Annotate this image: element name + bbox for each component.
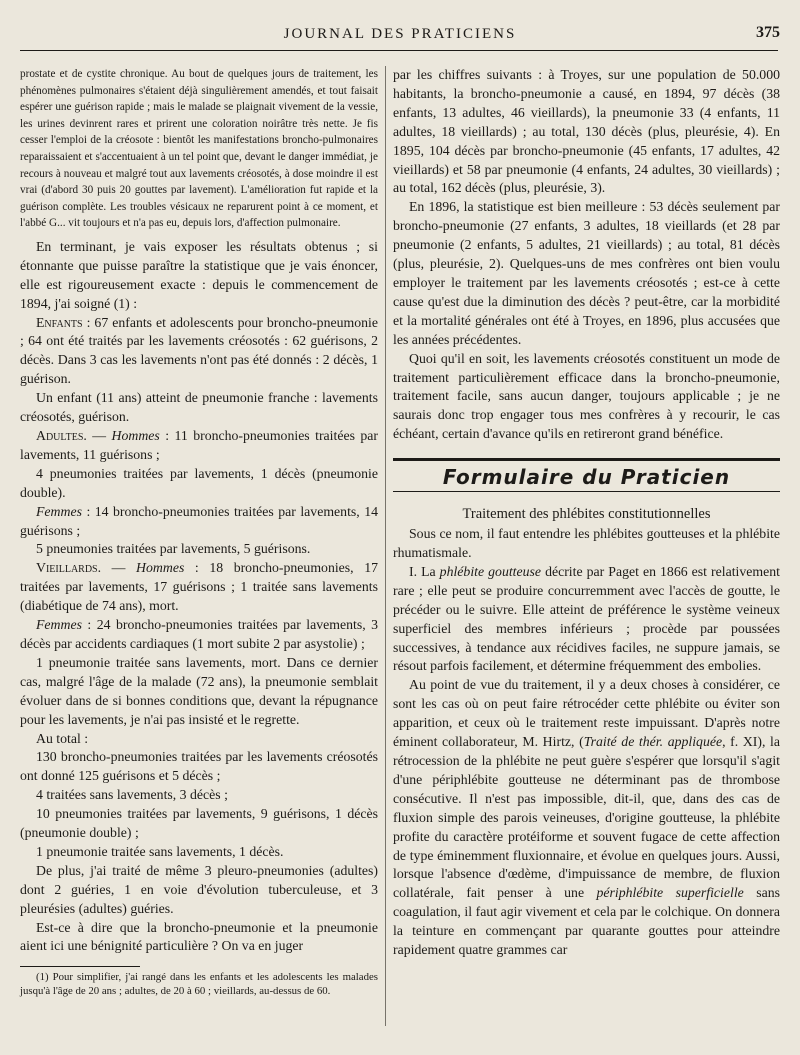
text: décrite par Paget en 1866 est relativement rare ; elle peut se produire concurremment avec l'accès de goutte, le précéder ou le suivre. Elle atteint de préférence le système veineux superficiel des membres inférieurs ; procède par poussées successives, à tendance aux récidives faciles, ne suppure jamais, se résout parfois facilement, et détermine fréquemment des embolies. <box>393 563 780 674</box>
page-number: 375 <box>756 24 780 41</box>
left-column <box>20 66 378 998</box>
header-rule <box>20 50 778 51</box>
stat-vieillards <box>20 559 378 616</box>
stat-femmes-vieillards <box>20 616 378 654</box>
dash: . — <box>83 428 112 443</box>
stat-femmes <box>20 503 378 541</box>
italic-term: périphlébite superficielle <box>596 885 744 901</box>
sex-label: Femmes <box>36 503 82 519</box>
paragraph: En 1896, la statistique est bien meilleure : 53 décès seulement par broncho-pneumonie (27 enfants, 3 adultes, 18 vieillards (et 28 par pneumonie (2 enfants, 5 adultes, 21 vieillards) ; au total, 81 décès (plus, pleurésie, 2). Quelques-uns de mes confrères ont bien voulu employer le traitement par les lavements créosotés ; est-ce à cette cause qu'est due la diminution des décès ? peut-être, car la morbidité et la mortalité générales ont été à Troyes, en 1896, plus accusées que les années précédentes. <box>393 199 780 347</box>
paragraph <box>393 563 780 676</box>
section-title: Formulaire du Praticien <box>442 465 731 490</box>
category-label: Adultes <box>36 428 84 443</box>
paragraph: De plus, j'ai traité de même 3 pleuro-pneumonies (adultes) dont 2 guéries, 1 en voie d'évolution tuberculeuse, et 3 pleurésies (adultes) guéries. <box>20 862 378 916</box>
stat-text: : 67 enfants et adolescents pour broncho-pneumonie ; 64 ont été traités par les lavements créosotés : 62 guérisons, 2 décès. Dans 3 cas les lavements n'ont pas été donnés : 2 décès, 1 guérison. <box>20 314 378 387</box>
paragraph <box>393 676 780 960</box>
paragraph: 4 traitées sans lavements, 3 décès ; <box>36 787 228 803</box>
section-rule-bottom <box>393 491 780 492</box>
stat-adultes <box>20 427 378 465</box>
paragraph: 130 broncho-pneumonies traitées par les lavements créosotés ont donné 125 guérisons et 5 décès ; <box>20 749 378 784</box>
text: I. La <box>409 563 440 579</box>
paragraph: 1 pneumonie traitée sans lavements, 1 décès. <box>36 843 284 859</box>
footnote: (1) Pour simplifier, j'ai rangé dans les enfants et les adolescents les malades jusqu'à l'âge de 20 ans ; adultes, de 20 à 60 ; vieillards, au-dessus de 60. <box>20 971 378 998</box>
italic-reference: Traité de thér. appliquée <box>583 734 723 750</box>
text: Au point de vue du traitement, il y a deux choses à considérer, ce sont les cas où on peut faire rétrocéder cette phlébite ou éviter son apparition, et ceux où le traitement reste impuissant. D'après notre éminent collaborateur, M. Hirtz, ( <box>393 677 780 750</box>
sex-label: Hommes <box>111 428 160 443</box>
sex-label: Femmes <box>36 617 82 633</box>
dash: . — <box>97 560 137 576</box>
paragraph: En terminant, je vais exposer les résultats obtenus ; si étonnante que puisse paraître la statistique que je vais énoncer, elle est rigoureusement exacte : depuis le commencement de 1894, j'ai soigné (1) : <box>20 238 378 311</box>
italic-term: phlébite goutteuse <box>439 563 542 579</box>
right-column <box>393 66 780 960</box>
journal-title: JOURNAL DES PRATICIENS <box>283 26 517 42</box>
stat-text: : 14 broncho-pneumonies traitées par lavements, 14 guérisons ; <box>20 503 378 538</box>
paragraph: 10 pneumonies traitées par lavements, 9 guérisons, 1 décès (pneumonie double) ; <box>20 806 378 841</box>
paragraph: par les chiffres suivants : à Troyes, sur une population de 50.000 habitants, la broncho-pneumonie a causé, en 1894, 97 décès (38 enfants, 13 adultes, 46 vieillards), la pneumonie 33 (4 enfants, 11 adultes, 18 vieillards) ; au total, 130 décès (plus, pleurésie, 4). En 1895, 104 décès par broncho-pneumonie (45 enfants, 17 adultes, 42 vieillards) et 58 par pneumonie (4 enfants, 24 adultes, 30 vieillards) ; au total, 162 décès (plus, pleurésie, 3). <box>393 67 780 196</box>
paragraph: Un enfant (11 ans) atteint de pneumonie franche : lavements créosotés, guérison. <box>20 390 378 425</box>
stat-text: : 11 broncho-pneumonies traitées par lavements, 11 guérisons ; <box>20 428 378 462</box>
paragraph: 4 pneumonies traitées par lavements, 1 décès (pneumonie double). <box>20 465 378 500</box>
stat-enfants <box>20 314 378 390</box>
paragraph: 5 pneumonies traitées par lavements, 5 guérisons. <box>36 541 311 557</box>
paragraph: 1 pneumonie traitée sans lavements, mort. Dans ce dernier cas, malgré l'âge de la malade (72 ans), la pneumonie semblait évoluer dans de si bonnes conditions que, devant la répugnance pour les lavements, je n'ai pas insisté et le regrette. <box>20 654 378 727</box>
paragraph: Sous ce nom, il faut entendre les phlébites goutteuses et la phlébite rhumatismale. <box>393 526 780 561</box>
section-rule-top <box>393 458 780 461</box>
stat-text: : 24 broncho-pneumonies traitées par lavements, 3 décès par accidents cardiaques (1 mort subite 2 par asystolie) ; <box>20 617 378 651</box>
category-label: Enfants <box>36 314 83 330</box>
running-header <box>20 22 780 48</box>
paragraph: Quoi qu'il en soit, les lavements créosotés constituent un mode de traitement particulièrement efficace dans la broncho-pneumonie, traitement facile, sans aucun danger, toujours applicable ; je ne saurais donc trop engager tous mes confrères à y recourir, le cas échéant, certain d'avance qu'ils en retireront grand bénéfice. <box>393 350 780 442</box>
footnote-rule <box>20 966 140 967</box>
case-report-paragraph: prostate et de cystite chronique. Au bout de quelques jours de traitement, les phénomènes pulmonaires s'étaient déjà singulièrement amendés, et tout faisait espérer une guérison rapide ; mais le malade se plaignait vivement de la vessie, les urines devinrent rares et prirent une coloration noirâtre très nette. Je fis cesser l'emploi de la créosote : bientôt les manifestations broncho-pulmonaires reparaissaient et s'accentuaient à un tel point que, devant le danger immédiat, je recours à nouveau et malgré tout aux lavements créosotés, à dose moindre il est vrai (d'abord 30 puis 20 gouttes par lavement). L'amélioration fut rapide et la guérison complète. Les troubles vésicaux ne reparurent point à ce moment, et l'abbé G... vit toujours et n'a pas eu, depuis lors, d'affection pulmonaire. <box>20 68 378 230</box>
sex-label: Hommes <box>136 560 185 576</box>
column-divider <box>385 66 386 1026</box>
stat-text: : 18 broncho-pneumonies, 17 traitées par lavements, 17 guérisons ; 1 traitée sans lavements (diabétique de 74 ans), mort. <box>20 560 378 614</box>
category-label: Vieillards <box>36 560 98 576</box>
paragraph: Est-ce à dire que la broncho-pneumonie et la pneumonie aient ici une bénignité particulière ? On va en juger <box>20 919 378 954</box>
paragraph: Au total : <box>36 730 89 746</box>
text: , f. XI), la rétrocession de la phlébite ne peut guère s'espérer que lorsqu'il s'agit d'une périphlébite goutteuse ne déterminant pas de thrombose consécutive. Il n'est pas impossible, dit-il, que, dans des cas de fluxion simple des parois veineuses, d'origine goutteuse, la phlébite profite du caractère protéiforme et souvent fugace de cette affection de type éminemment fluxionnaire, et évolue en quelques jours. Aussi, lorsque l'absence d'œdème, d'impuissance de membre, de fluxion collatérale, fait penser à une <box>393 734 781 901</box>
article-title: Traitement des phlébites constitutionnelles <box>462 506 711 523</box>
text: sans coagulation, il faut agir vivement et cela par le colchique. On donnera la teinture en commençant par quarante gouttes pour atteindre rapidement quatre grammes car <box>393 885 780 958</box>
